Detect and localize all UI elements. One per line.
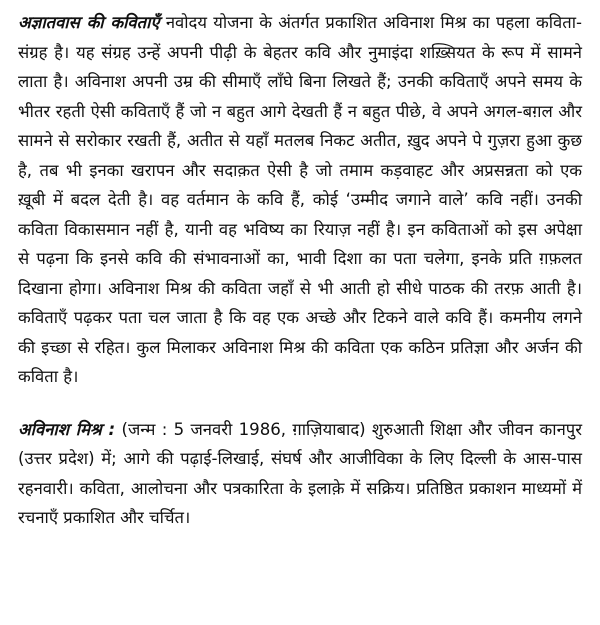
author-name: अविनाश मिश्र :: [18, 419, 116, 439]
author-bio-text: (जन्म : 5 जनवरी 1986, ग़ाज़ियाबाद) शुरुआती शिक्षा और जीवन कानपुर (उत्तर प्रदेश) में; आगे की पढ़ाई-लिखाई, संघर्ष और आजीविका के लिए दिल्ली के आस-पास रहनवारी। कविता, आलोचना और पत्रकारिता के इलाक़े में सक्रिय। प्रतिष्ठित प्रकाशन माध्यमों में रचनाएँ प्रकाशित और चर्चित।: [18, 419, 582, 527]
collection-description-text: नवोदय योजना के अंतर्गत प्रकाशित अविनाश मिश्र का पहला कविता-संग्रह है। यह संग्रह उन्हें अपनी पीढ़ी के बेहतर कवि और नुमाइंदा शख़्सियत के रूप में सामने लाता है। अविनाश अपनी उम्र की सीमाएँ लाँघे बिना लिखते हैं; उनकी कविताएँ अपने समय के भीतर रहती ऐसी कविताएँ हैं जो न बहुत आगे देखती हैं न बहुत पीछे, वे अपने अगल-बग़ल और सामने से सरोकार रखती हैं, अतीत से यहाँ मतलब निकट अतीत, ख़ुद अपने पे गुज़रा हुआ कुछ है, तब भी इनका खरापन और सदाक़त ऐसी है जो तमाम कड़वाहट और अप्रसन्नता को एक ख़ूबी में बदल देती है। वह वर्तमान के कवि हैं, कोई ‘उम्मीद जगाने वाले’ कवि नहीं। उनकी कविता विकासमान नहीं है, यानी वह भविष्य का रियाज़ नहीं है। इन कविताओं को इस अपेक्षा से पढ़ना कि इनसे कवि की संभावनाओं का, भावी दिशा का पता चलेगा, इनके प्रति ग़फ़लत दिखाना होगा। अविनाश मिश्र की कविता जहाँ से भी आती हो सीधे पाठक की तरफ़ आती है। कविताएँ पढ़कर पता चल जाता है कि वह एक अच्छे और टिकने वाले कवि हैं। कमनीय लगने की इच्छा से रहित। कुल मिलाकर अविनाश मिश्र की कविता एक कठिन प्रतिज्ञा और अर्जन की कविता है।: [18, 13, 582, 386]
book-blurb-page: [18, 8, 582, 533]
book-title: अज्ञातवास की कविताएँ: [18, 13, 160, 32]
collection-description-paragraph: [18, 8, 582, 392]
author-bio-paragraph: [18, 415, 582, 533]
